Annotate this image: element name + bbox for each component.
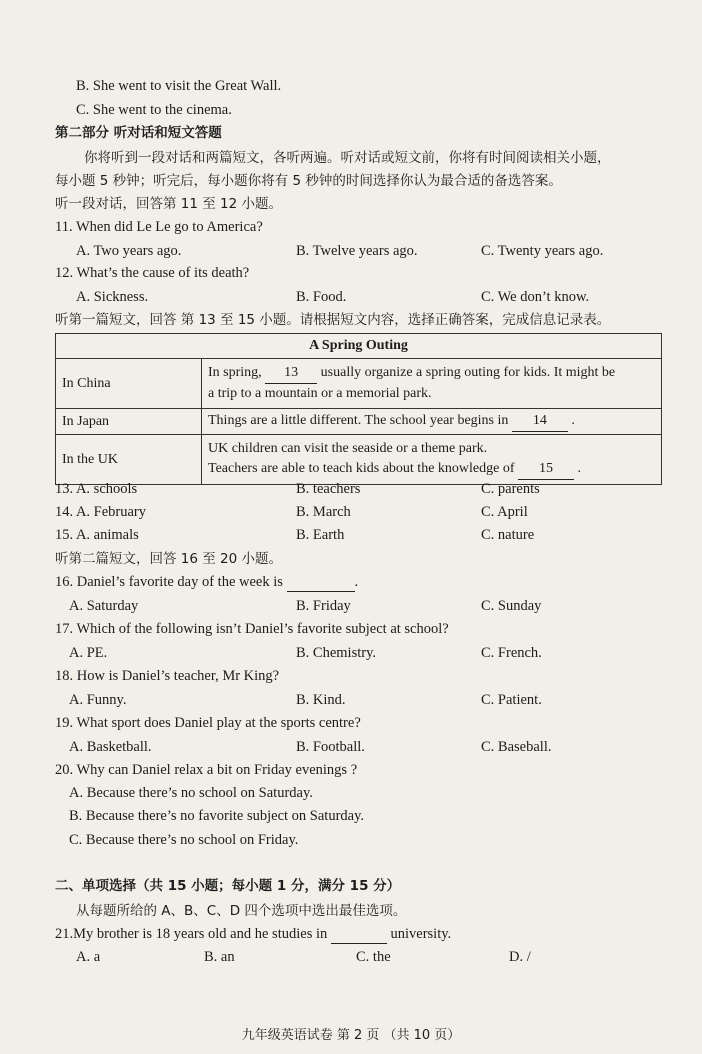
- q14-option-c: C. April: [481, 504, 528, 520]
- china-text-post: usually organize a spring outing for kids. It might be: [320, 365, 616, 380]
- passage2-instr: 听第二篇短文，回答 16 至 20 小题。: [55, 551, 283, 567]
- q21-stem-post: university.: [390, 926, 452, 942]
- part2-instr-2: 每小题 5 秒钟；听完后，每小题你将有 5 秒钟的时间选择你认为最合适的备选答案。: [55, 173, 562, 189]
- japan-text-pre: Things are a little different. The school year begins in: [208, 413, 509, 428]
- q11-option-a: A. Two years ago.: [76, 243, 182, 259]
- uk-text-pre: Teachers are able to teach kids about the knowledge of: [208, 461, 515, 476]
- row-place-uk: In the UK: [56, 435, 202, 485]
- q21-blank: [331, 925, 387, 944]
- dialog-instr: 听一段对话，回答第 11 至 12 小题。: [55, 196, 283, 212]
- q15-option-c: C. nature: [481, 527, 535, 543]
- q21-option-c: C. the: [356, 949, 391, 965]
- q17-option-a: A. PE.: [69, 645, 108, 661]
- q16-stem: 16. Daniel’s favorite day of the week is .: [55, 574, 359, 590]
- q12-stem: 12. What’s the cause of its death?: [55, 265, 250, 281]
- q20-option-b: B. Because there’s no favorite subject on Saturday.: [69, 808, 365, 824]
- q11-stem: 11. When did Le Le go to America?: [55, 219, 263, 235]
- q13-option-a: 13. A. schools: [55, 481, 138, 497]
- q12-option-b: B. Food.: [296, 289, 347, 305]
- part2-heading: 第二部分 听对话和短文答题: [55, 125, 222, 141]
- section2-heading: 二、单项选择（共 15 小题；每小题 1 分，满分 15 分）: [55, 878, 401, 894]
- spring-outing-table: [55, 333, 662, 485]
- q11-option-c: C. Twenty years ago.: [481, 243, 604, 259]
- uk-text-post: .: [577, 461, 582, 476]
- section2-instr: 从每题所给的 A、B、C、D 四个选项中选出最佳选项。: [76, 903, 407, 919]
- q14-option-b: B. March: [296, 504, 351, 520]
- q18-option-a: A. Funny.: [69, 692, 127, 708]
- q19-stem: 19. What sport does Daniel play at the sports centre?: [55, 715, 361, 731]
- q20-option-c: C. Because there’s no school on Friday.: [69, 832, 299, 848]
- q13-option-c: C. parents: [481, 481, 540, 497]
- q18-option-b: B. Kind.: [296, 692, 346, 708]
- q21-option-b: B. an: [204, 949, 235, 965]
- q21-option-a: A. a: [76, 949, 101, 965]
- q18-option-c: C. Patient.: [481, 692, 542, 708]
- q15-option-a: 15. A. animals: [55, 527, 139, 543]
- china-text-line2: a trip to a mountain or a memorial park.: [208, 386, 432, 401]
- japan-text-post: .: [571, 413, 575, 428]
- q18-stem: 18. How is Daniel’s teacher, Mr King?: [55, 668, 280, 684]
- q16-option-b: B. Friday: [296, 598, 351, 614]
- q20-stem: 20. Why can Daniel relax a bit on Friday evenings ?: [55, 762, 358, 778]
- q19-option-a: A. Basketball.: [69, 739, 152, 755]
- row-place-china: In China: [56, 359, 202, 409]
- uk-text-line1: UK children can visit the seaside or a theme park.: [208, 441, 488, 456]
- row-content-china: [202, 359, 662, 409]
- q17-option-c: C. French.: [481, 645, 542, 661]
- q16-option-c: C. Sunday: [481, 598, 542, 614]
- q16-blank: [287, 573, 355, 592]
- part2-instr-1: 你将听到一段对话和两篇短文，各听两遍。听对话或短文前，你将有时间阅读相关小题，: [84, 150, 611, 166]
- table-title: A Spring Outing: [56, 334, 662, 359]
- row-content-japan: [202, 409, 662, 435]
- q21-option-d: D. /: [509, 949, 531, 965]
- q21-stem-pre: 21.My brother is 18 years old and he studies in: [55, 926, 328, 942]
- option-b-prev: B. She went to visit the Great Wall.: [76, 78, 282, 94]
- q15-option-b: B. Earth: [296, 527, 345, 543]
- q16-option-a: A. Saturday: [69, 598, 139, 614]
- q14-option-a: 14. A. February: [55, 504, 147, 520]
- q17-option-b: B. Chemistry.: [296, 645, 377, 661]
- row-content-uk: [202, 435, 662, 485]
- q13-option-b: B. teachers: [296, 481, 361, 497]
- blank-13: 13: [265, 363, 317, 384]
- q11-option-b: B. Twelve years ago.: [296, 243, 418, 259]
- option-c-prev: C. She went to the cinema.: [76, 102, 232, 118]
- q21-stem: [55, 925, 451, 944]
- q12-option-c: C. We don’t know.: [481, 289, 590, 305]
- china-text-pre: In spring,: [208, 365, 262, 380]
- blank-15: 15: [518, 459, 574, 480]
- page-footer: 九年级英语试卷 第 2 页 （共 10 页）: [241, 1028, 461, 1043]
- q17-stem: 17. Which of the following isn’t Daniel’s favorite subject at school?: [55, 621, 449, 637]
- q20-option-a: A. Because there’s no school on Saturday.: [69, 785, 313, 801]
- q12-option-a: A. Sickness.: [76, 289, 149, 305]
- q16-stem-text: 16. Daniel’s favorite day of the week is: [55, 574, 283, 590]
- q19-option-b: B. Football.: [296, 739, 365, 755]
- row-place-japan: In Japan: [56, 409, 202, 435]
- q19-option-c: C. Baseball.: [481, 739, 552, 755]
- passage1-instr: 听第一篇短文，回答 第 13 至 15 小题。请根据短文内容，选择正确答案，完成信息记录表。: [55, 312, 611, 328]
- blank-14: 14: [512, 411, 568, 432]
